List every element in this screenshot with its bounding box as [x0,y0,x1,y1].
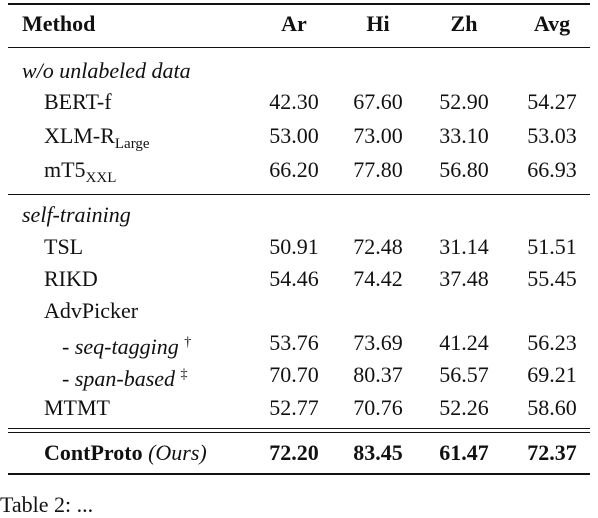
method-subscript: XXL [85,170,117,186]
ours-row [0,435,598,471]
method-subscript: Large [114,136,150,152]
value-avg: 56.23 [527,330,577,355]
value-avg: 51.51 [527,234,577,259]
value-zh: 52.26 [439,395,489,420]
table-row [0,293,598,329]
table-row [0,152,598,188]
table-row [0,84,598,120]
value-hi: 72.48 [353,234,403,259]
header-row [0,6,598,42]
method-name: - span-based ‡ [62,366,188,391]
method-name: - seq-tagging † [62,334,192,359]
value-zh: 31.14 [439,234,489,259]
value-ar: 72.20 [269,440,319,465]
value-hi: 70.76 [353,395,403,420]
value-hi: 80.37 [353,362,403,387]
group-rule [8,194,590,195]
value-ar: 52.77 [269,395,319,420]
value-ar: 70.70 [269,362,319,387]
table-row [0,390,598,426]
value-ar: 42.30 [269,89,319,114]
value-ar: 53.00 [269,123,319,148]
value-ar: 66.20 [269,157,319,182]
method-name: BERT-f [44,89,112,114]
method-name: AdvPicker [44,298,139,323]
value-zh: 56.57 [439,362,489,387]
table-row [0,325,598,361]
value-zh: 33.10 [439,123,489,148]
header-method: Method [22,11,96,36]
method-name: TSL [44,234,84,259]
method-name: ContProto (Ours) [44,440,207,465]
value-ar: 54.46 [269,266,319,291]
header-hi: Hi [366,11,390,36]
method-name: RIKD [44,266,98,291]
method-footnote-mark: † [184,335,192,350]
value-avg: 55.45 [527,266,577,291]
group-label: self-training [22,202,131,227]
top-rule [8,3,590,5]
method-footnote-mark: ‡ [180,367,188,382]
table-row [0,118,598,154]
header-zh: Zh [450,11,478,36]
table-row [0,357,598,393]
value-hi: 77.80 [353,157,403,182]
value-hi: 67.60 [353,89,403,114]
value-zh: 61.47 [439,440,489,465]
value-avg: 54.27 [527,89,577,114]
method-name: MTMT [44,395,110,420]
value-avg: 69.21 [527,362,577,387]
value-hi: 74.42 [353,266,403,291]
value-hi: 73.00 [353,123,403,148]
double-rule-top [8,428,590,429]
value-hi: 73.69 [353,330,403,355]
method-name: $mT5_{XXL}$ [44,157,117,186]
header-rule [8,47,590,48]
value-ar: 50.91 [269,234,319,259]
table-row [0,229,598,265]
value-ar: 53.76 [269,330,319,355]
value-zh: 37.48 [439,266,489,291]
value-zh: 52.90 [439,89,489,114]
header-ar: Ar [281,11,307,36]
value-avg: 58.60 [527,395,577,420]
method-name: XLM-$R_{Large}$ [44,123,150,152]
value-avg: 72.37 [527,440,577,465]
value-zh: 56.80 [439,157,489,182]
value-avg: 53.03 [527,123,577,148]
group-label-row [0,197,598,233]
value-avg: 66.93 [527,157,577,182]
header-avg: Avg [533,11,571,36]
table-row [0,261,598,297]
table-caption: Table 2: ... [0,492,94,517]
group-label: w/o unlabeled data [22,58,191,83]
double-rule-bottom [8,432,590,433]
bottom-rule [8,473,590,475]
value-zh: 41.24 [439,330,489,355]
value-hi: 83.45 [353,440,403,465]
